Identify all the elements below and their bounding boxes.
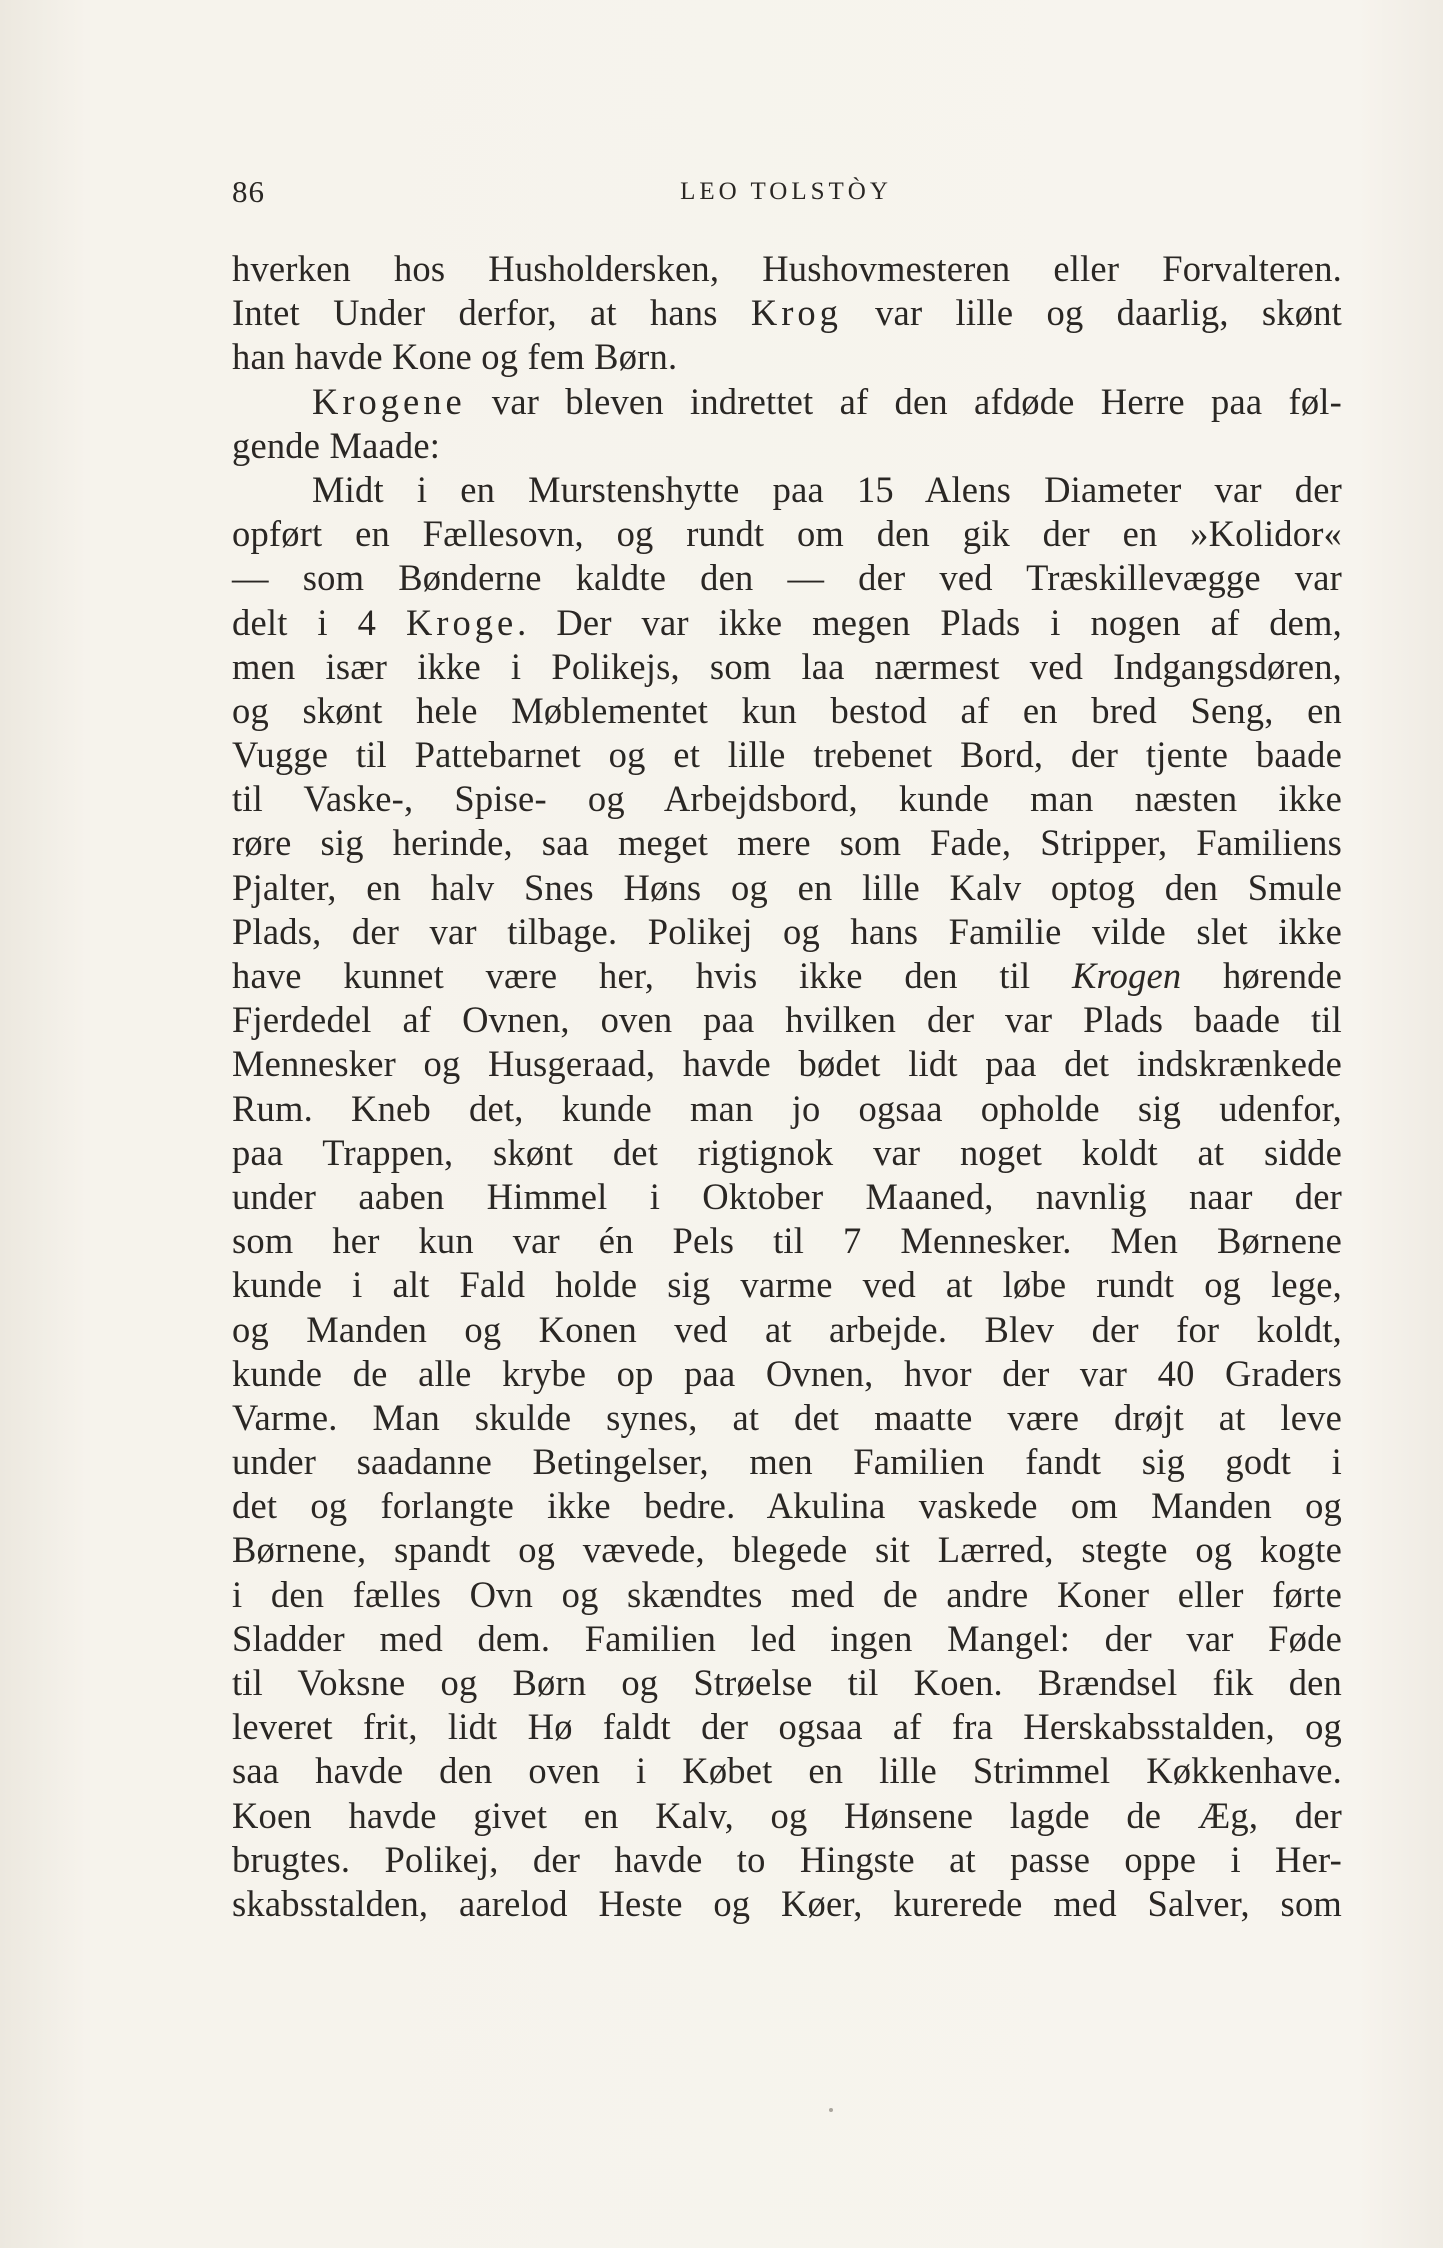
text-line: [232, 1573, 1342, 1617]
text-run: have kunnet være her, hvis ikke den til: [232, 955, 1073, 996]
text-run: opført en Fællesovn, og rundt om den gik der en »Kolidor«: [232, 513, 1342, 555]
text-run: til Vaske-, Spise- og Arbejdsbord, kunde man næsten ikke: [232, 778, 1342, 820]
text-run: brugtes. Polikej, der havde to Hingste at passe oppe i Her-: [232, 1838, 1342, 1880]
italic-word: Krogen: [1072, 955, 1182, 996]
text-run: kunde i alt Fald holde sig varme ved at løbe rundt og lege,: [232, 1264, 1342, 1306]
spaced-word: Kroge: [405, 601, 518, 643]
text-line: [232, 910, 1342, 954]
text-run: til Voksne og Børn og Strøelse til Koen. Brændsel fik den: [232, 1662, 1342, 1703]
text-run: Midt i en Murstenshytte paa 15 Alens Diameter var der: [312, 468, 1342, 510]
text-run: røre sig herinde, saa meget mere som Fade, Stripper, Familiens: [232, 822, 1342, 864]
text-line: [232, 1661, 1342, 1705]
text-line: [232, 1705, 1342, 1749]
spaced-word: Krog: [750, 292, 842, 334]
text-run: Børnene, spandt og vævede, blegede sit Lærred, stegte og kogte: [232, 1529, 1342, 1571]
text-line: [232, 247, 1342, 291]
text-line: [232, 1308, 1342, 1352]
text-line: [232, 601, 1342, 645]
text-run: men især ikke i Polikejs, som laa nærmest ved Indgangsdøren,: [232, 645, 1342, 687]
text-run: Rum. Kneb det, kunde man jo ogsaa opholde sig udenfor,: [232, 1087, 1342, 1129]
text-body: [232, 247, 1342, 1926]
text-line: [232, 1087, 1342, 1131]
text-run: og skønt hele Møblementet kun bestod af en bred Seng, en: [232, 689, 1342, 731]
text-run: — som Bønderne kaldte den — der ved Træskillevægge var: [232, 557, 1342, 599]
text-line: [232, 468, 1342, 512]
text-run: det og forlangte ikke bedre. Akulina vaskede om Manden og: [232, 1485, 1342, 1527]
text-run: under aaben Himmel i Oktober Maaned, navnlig naar der: [232, 1175, 1342, 1217]
text-run: i den fælles Ovn og skændtes med de andre Koner eller førte: [232, 1573, 1342, 1615]
text-line: [232, 1352, 1342, 1396]
text-line: [232, 1219, 1342, 1263]
text-line: [232, 777, 1342, 821]
text-run: leveret frit, lidt Hø faldt der ogsaa af fra Herskabsstalden, og: [232, 1706, 1342, 1748]
text-run: skabsstalden, aarelod Heste og Køer, kurerede med Salver, som: [232, 1882, 1342, 1924]
text-line: [232, 335, 1342, 379]
text-line: [232, 291, 1342, 335]
text-run: saa havde den oven i Købet en lille Strimmel Køkkenhave.: [232, 1750, 1342, 1792]
text-line: [232, 821, 1342, 865]
text-line: [232, 424, 1342, 468]
text-line: [232, 1484, 1342, 1528]
text-run: som her kun var én Pels til 7 Mennesker. Men Børnene: [232, 1220, 1342, 1262]
text-run: var bleven indrettet af den afdøde Herre paa føl-: [465, 380, 1342, 422]
text-line: [232, 556, 1342, 600]
text-line: [232, 1838, 1342, 1882]
text-run: og Manden og Konen ved at arbejde. Blev der for koldt,: [232, 1308, 1342, 1350]
running-title: LEO TOLSTÒY: [680, 178, 892, 205]
text-line: [232, 1042, 1342, 1086]
text-run: Vugge til Pattebarnet og et lille trebenet Bord, der tjente baade: [232, 734, 1342, 776]
text-run: Varme. Man skulde synes, at det maatte være drøjt at leve: [232, 1396, 1342, 1438]
text-run: var lille og daarlig, skønt: [841, 292, 1343, 334]
text-line: [232, 1263, 1342, 1307]
text-line: [232, 1882, 1342, 1926]
text-run: kunde de alle krybe op paa Ovnen, hvor der var 40 Graders: [232, 1352, 1342, 1394]
text-line: [232, 1749, 1342, 1793]
text-line: [232, 733, 1342, 777]
text-line: [232, 954, 1342, 998]
text-run: Fjerdedel af Ovnen, oven paa hvilken der var Plads baade til: [232, 999, 1342, 1041]
text-line: [232, 1794, 1342, 1838]
text-run: Intet Under derfor, at hans: [232, 292, 751, 334]
page-number: 86: [232, 174, 265, 209]
text-line: [232, 866, 1342, 910]
text-run: Plads, der var tilbage. Polikej og hans Familie vilde slet ikke: [232, 910, 1342, 952]
text-line: [232, 512, 1342, 556]
text-run: Sladder med dem. Familien led ingen Mangel: der var Føde: [232, 1617, 1342, 1659]
text-run: gende Maade:: [232, 424, 441, 466]
text-run: under saadanne Betingelser, men Familien fandt sig godt i: [232, 1441, 1342, 1483]
text-line: [232, 1131, 1342, 1175]
text-line: [232, 1617, 1342, 1661]
paper-speck: [829, 2108, 833, 2112]
text-line: [232, 380, 1342, 424]
text-line: [232, 1396, 1342, 1440]
text-line: [232, 1440, 1342, 1484]
text-run: delt i 4: [232, 601, 406, 643]
text-run: Koen havde givet en Kalv, og Hønsene lagde de Æg, der: [232, 1794, 1342, 1836]
text-run: han havde Kone og fem Børn.: [232, 336, 678, 378]
spaced-word: Krogene: [312, 380, 466, 422]
text-line: [232, 1175, 1342, 1219]
text-run: paa Trappen, skønt det rigtignok var noget koldt at sidde: [232, 1131, 1342, 1173]
text-run: . Der var ikke megen Plads i nogen af dem,: [517, 601, 1342, 643]
text-line: [232, 689, 1342, 733]
text-line: [232, 1528, 1342, 1572]
running-head: [232, 172, 1340, 212]
text-line: [232, 998, 1342, 1042]
text-run: Pjalter, en halv Snes Høns og en lille Kalv optog den Smule: [232, 866, 1342, 908]
text-run: Mennesker og Husgeraad, havde bødet lidt paa det indskrænkede: [232, 1043, 1342, 1085]
text-run: hørende: [1181, 955, 1342, 996]
text-run: hverken hos Husholdersken, Hushovmesteren eller Forvalteren.: [232, 248, 1342, 289]
text-line: [232, 645, 1342, 689]
